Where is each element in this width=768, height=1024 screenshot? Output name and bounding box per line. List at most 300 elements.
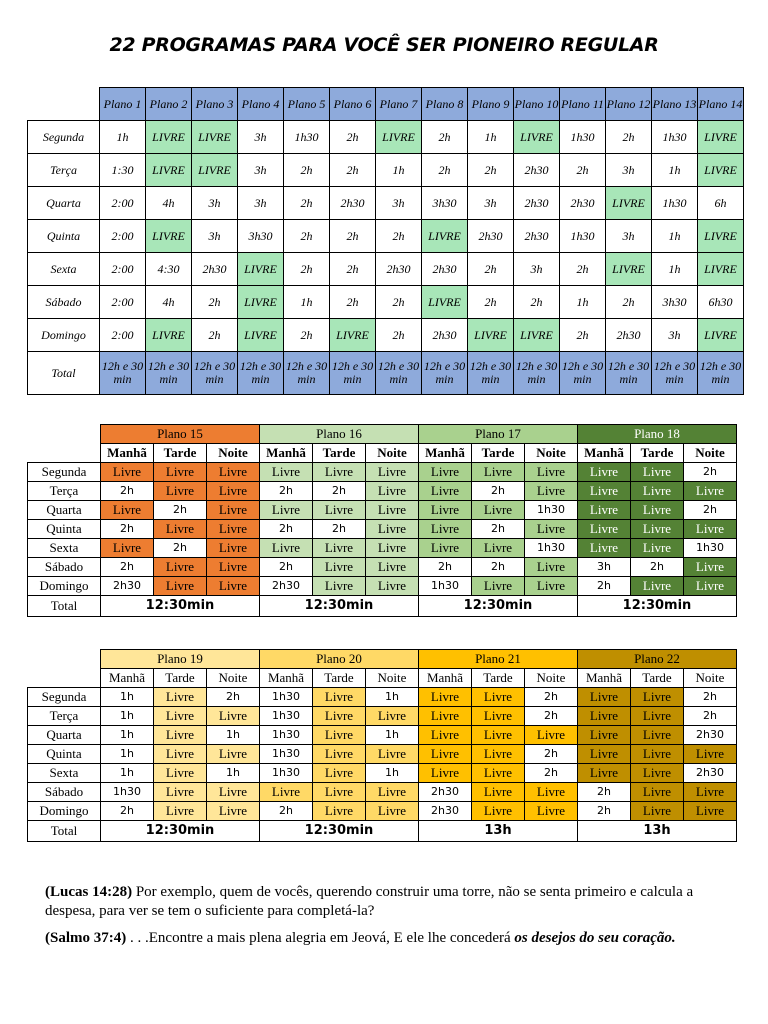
schedule-cell: Livre [154, 688, 207, 707]
schedule-cell: LIVRE [698, 220, 744, 253]
schedule-cell: 1h [101, 745, 154, 764]
schedule-cell: 2h30 [684, 726, 737, 745]
period-header: Manhã [260, 669, 313, 688]
schedule-cell: 3h [652, 319, 698, 352]
schedule-cell: 2h [525, 707, 578, 726]
schedule-cell: Livre [578, 688, 631, 707]
schedule-cell: 2:00 [100, 286, 146, 319]
plan-header: Plano 20 [260, 650, 419, 669]
schedule-cell: Livre [154, 482, 207, 501]
schedule-cell: 2h30 [560, 187, 606, 220]
schedule-cell: 2h [468, 286, 514, 319]
schedule-cell: 2h [260, 802, 313, 821]
day-label: Sexta [28, 764, 101, 783]
schedule-cell: 2h [101, 520, 154, 539]
total-cell: 12h e 30 min [468, 352, 514, 395]
schedule-cell: 3h [238, 121, 284, 154]
schedule-cell: Livre [684, 482, 737, 501]
corner-cell [28, 88, 100, 121]
schedule-cell: Livre [101, 463, 154, 482]
schedule-cell: 2h [578, 802, 631, 821]
schedule-cell: 2h [260, 520, 313, 539]
period-header: Noite [207, 669, 260, 688]
period-header: Noite [207, 444, 260, 463]
schedule-cell: Livre [154, 463, 207, 482]
period-header: Noite [684, 444, 737, 463]
period-header: Tarde [154, 669, 207, 688]
schedule-cell: 2:00 [100, 187, 146, 220]
total-cell: 12h e 30 min [192, 352, 238, 395]
schedule-cell: LIVRE [422, 220, 468, 253]
schedule-cell: Livre [631, 482, 684, 501]
schedule-cell: Livre [525, 577, 578, 596]
schedule-cell: 2h [578, 577, 631, 596]
schedule-cell: 2h [260, 482, 313, 501]
day-label: Segunda [28, 463, 101, 482]
quote-ref: (Lucas 14:28) [45, 884, 133, 900]
schedule-cell: 2h30 [260, 577, 313, 596]
schedule-cell: 2h [284, 319, 330, 352]
schedule-cell: Livre [154, 707, 207, 726]
schedule-cell: LIVRE [698, 319, 744, 352]
schedule-cell: Livre [578, 463, 631, 482]
schedule-cell: Livre [313, 501, 366, 520]
schedule-cell: 2h [330, 286, 376, 319]
total-cell: 12h e 30 min [146, 352, 192, 395]
schedule-cell: Livre [684, 745, 737, 764]
schedule-cell: Livre [366, 463, 419, 482]
schedule-cell: 1h30 [560, 220, 606, 253]
schedule-cell: 1h30 [260, 688, 313, 707]
schedule-cell: Livre [154, 520, 207, 539]
schedule-cell: 1h [652, 154, 698, 187]
schedule-cell: Livre [419, 707, 472, 726]
total-cell: 13h [578, 821, 737, 842]
schedule-cell: Livre [419, 539, 472, 558]
schedule-cell: Livre [207, 707, 260, 726]
day-label: Terça [28, 707, 101, 726]
total-cell: 12h e 30 min [606, 352, 652, 395]
schedule-cell: Livre [525, 558, 578, 577]
table-row [28, 253, 744, 286]
plan-header: Plano 13 [652, 88, 698, 121]
table-row [28, 501, 737, 520]
schedule-cell: Livre [154, 577, 207, 596]
plan-header: Plano 7 [376, 88, 422, 121]
schedule-cell: Livre [419, 501, 472, 520]
schedule-cell: 1h [366, 726, 419, 745]
schedule-cell: 2h [578, 783, 631, 802]
schedule-cell: Livre [154, 558, 207, 577]
table-row [28, 707, 737, 726]
schedule-cell: 1h [284, 286, 330, 319]
schedule-cell: Livre [207, 482, 260, 501]
schedule-cell: 6h30 [698, 286, 744, 319]
schedule-cell: 2h [101, 802, 154, 821]
schedule-cell: Livre [366, 539, 419, 558]
schedule-cell: Livre [525, 802, 578, 821]
schedule-cell: 2h [472, 520, 525, 539]
schedule-cell: 2h [684, 688, 737, 707]
plan-header: Plano 14 [698, 88, 744, 121]
schedule-cell: 2h30 [468, 220, 514, 253]
schedule-cell: LIVRE [606, 187, 652, 220]
schedule-cell: 2h [631, 558, 684, 577]
schedule-cell: 2:00 [100, 253, 146, 286]
total-cell: 13h [419, 821, 578, 842]
schedule-cell: 1h30 [525, 539, 578, 558]
total-label: Total [28, 596, 101, 617]
period-header: Tarde [313, 444, 366, 463]
schedule-cell: 2h [525, 688, 578, 707]
schedule-cell: Livre [631, 501, 684, 520]
plan-header: Plano 8 [422, 88, 468, 121]
schedule-cell: Livre [366, 520, 419, 539]
table-row [28, 187, 744, 220]
table-row [28, 286, 744, 319]
schedule-cell: Livre [525, 482, 578, 501]
schedule-cell: 1h [366, 688, 419, 707]
schedule-cell: 2h [260, 558, 313, 577]
schedule-cell: 2h [330, 253, 376, 286]
schedule-cell: 2h [422, 121, 468, 154]
schedule-cell: 2h30 [419, 802, 472, 821]
schedule-cell: 1h [101, 707, 154, 726]
schedule-cell: Livre [631, 745, 684, 764]
schedule-cell: 2h30 [101, 577, 154, 596]
schedule-cell: Livre [207, 783, 260, 802]
schedule-cell: 1h30 [101, 783, 154, 802]
schedule-cell: Livre [684, 577, 737, 596]
schedule-cell: Livre [419, 482, 472, 501]
period-header: Manhã [101, 444, 154, 463]
day-label: Quarta [28, 726, 101, 745]
quote-ref: (Salmo 37:4) [45, 930, 127, 946]
period-header: Tarde [154, 444, 207, 463]
plan-header: Plano 3 [192, 88, 238, 121]
schedule-cell: 2h [330, 154, 376, 187]
schedule-cell: Livre [631, 707, 684, 726]
schedule-cell: 2h [472, 482, 525, 501]
schedule-cell: 3h [606, 220, 652, 253]
schedule-cell: 2h30 [606, 319, 652, 352]
schedule-cell: 4:30 [146, 253, 192, 286]
schedule-cell: Livre [684, 558, 737, 577]
schedule-cell: 3h [192, 220, 238, 253]
schedule-cell: Livre [154, 764, 207, 783]
schedule-cell: 2h [101, 558, 154, 577]
schedule-cell: 2:00 [100, 220, 146, 253]
plan-header: Plano 19 [101, 650, 260, 669]
schedule-cell: Livre [472, 539, 525, 558]
table-row [28, 121, 744, 154]
plan-header: Plano 6 [330, 88, 376, 121]
schedule-cell: 2h [313, 482, 366, 501]
schedule-cell: Livre [631, 539, 684, 558]
schedule-cell: 1h30 [684, 539, 737, 558]
quote-lucas [45, 883, 735, 921]
schedule-cell: 2h [419, 558, 472, 577]
schedule-cell: Livre [419, 764, 472, 783]
schedule-cell: 1h [101, 764, 154, 783]
schedule-cell: 2h [606, 121, 652, 154]
day-label: Quinta [28, 220, 100, 253]
schedule-cell: 6h [698, 187, 744, 220]
schedule-cell: Livre [366, 783, 419, 802]
schedule-cell: Livre [154, 726, 207, 745]
schedule-cell: Livre [631, 577, 684, 596]
schedule-cell: 1h30 [260, 764, 313, 783]
schedule-cell: 2h [684, 707, 737, 726]
schedule-cell: Livre [313, 764, 366, 783]
total-cell: 12h e 30 min [422, 352, 468, 395]
schedule-cell: Livre [313, 802, 366, 821]
total-label: Total [28, 821, 101, 842]
day-label: Quarta [28, 187, 100, 220]
period-header: Noite [525, 669, 578, 688]
day-label: Sábado [28, 286, 100, 319]
schedule-cell: Livre [313, 707, 366, 726]
schedule-cell: 1h [366, 764, 419, 783]
quote-salmo [45, 929, 735, 948]
schedule-cell: 2h30 [330, 187, 376, 220]
day-label: Sexta [28, 253, 100, 286]
schedule-cell: 1h30 [260, 726, 313, 745]
schedule-cell: 1h30 [652, 187, 698, 220]
schedule-cell: 2h [284, 187, 330, 220]
schedule-cell: 1h30 [525, 501, 578, 520]
day-label: Sexta [28, 539, 101, 558]
schedule-cell: 3h [606, 154, 652, 187]
schedule-cell: LIVRE [606, 253, 652, 286]
schedule-cell: LIVRE [330, 319, 376, 352]
period-header: Tarde [631, 669, 684, 688]
schedule-cell: 1h [101, 688, 154, 707]
schedule-cell: 1h30 [419, 577, 472, 596]
schedule-cell: 1h [560, 286, 606, 319]
period-header: Tarde [472, 669, 525, 688]
schedule-cell: Livre [366, 558, 419, 577]
plan-header: Plano 11 [560, 88, 606, 121]
schedule-cell: 3h [578, 558, 631, 577]
plan-header: Plano 4 [238, 88, 284, 121]
schedule-cell: 2h [560, 319, 606, 352]
period-header: Noite [525, 444, 578, 463]
schedule-cell: LIVRE [146, 154, 192, 187]
total-row [28, 596, 737, 617]
table-row [28, 220, 744, 253]
schedule-cell: 2h30 [514, 220, 560, 253]
period-header: Tarde [631, 444, 684, 463]
schedule-cell: Livre [525, 520, 578, 539]
schedule-cell: Livre [578, 539, 631, 558]
schedule-cell: Livre [578, 482, 631, 501]
corner-cell [28, 650, 101, 669]
plan-header: Plano 18 [578, 425, 737, 444]
schedule-cell: Livre [631, 783, 684, 802]
schedule-cell: Livre [207, 501, 260, 520]
schedule-cell: 2h [472, 558, 525, 577]
period-header-row [28, 444, 737, 463]
schedule-cell: Livre [525, 783, 578, 802]
period-header: Noite [684, 669, 737, 688]
schedule-cell: LIVRE [468, 319, 514, 352]
total-cell: 12h e 30 min [330, 352, 376, 395]
schedule-cell: Livre [525, 463, 578, 482]
schedule-cell: Livre [472, 745, 525, 764]
schedule-cell: Livre [578, 726, 631, 745]
schedule-cell: Livre [207, 558, 260, 577]
schedule-cell: Livre [207, 520, 260, 539]
schedule-cell: 3h30 [238, 220, 284, 253]
schedule-cell: Livre [313, 688, 366, 707]
schedule-cell: Livre [631, 764, 684, 783]
schedule-cell: 1h [101, 726, 154, 745]
schedule-cell: Livre [366, 577, 419, 596]
period-header: Tarde [472, 444, 525, 463]
schedule-cell: Livre [472, 577, 525, 596]
schedule-cell: Livre [631, 802, 684, 821]
schedule-cell: LIVRE [238, 253, 284, 286]
schedule-cell: Livre [366, 745, 419, 764]
day-label: Sábado [28, 558, 101, 577]
schedule-cell: LIVRE [146, 121, 192, 154]
schedule-cell: Livre [154, 802, 207, 821]
schedule-cell: Livre [419, 463, 472, 482]
period-header: Noite [366, 444, 419, 463]
table-row [28, 577, 737, 596]
schedule-cell: Livre [578, 520, 631, 539]
total-cell: 12h e 30 min [652, 352, 698, 395]
table-row [28, 726, 737, 745]
schedule-cell: Livre [578, 745, 631, 764]
header-row [28, 88, 744, 121]
schedule-cell: 2h [606, 286, 652, 319]
schedule-cell: Livre [207, 802, 260, 821]
schedule-cell: LIVRE [698, 154, 744, 187]
schedule-cell: Livre [260, 783, 313, 802]
schedule-cell: 2h [468, 154, 514, 187]
table-row [28, 802, 737, 821]
schedule-cell: Livre [207, 539, 260, 558]
day-label: Domingo [28, 319, 100, 352]
schedule-cell: 1:30 [100, 154, 146, 187]
schedule-cell: Livre [313, 726, 366, 745]
schedule-cell: 1h30 [560, 121, 606, 154]
schedule-cell: 1h30 [260, 707, 313, 726]
schedule-cell: Livre [684, 783, 737, 802]
schedule-cell: 2h [376, 319, 422, 352]
day-label: Quinta [28, 745, 101, 764]
table-row [28, 520, 737, 539]
table-row [28, 745, 737, 764]
plan-header: Plano 22 [578, 650, 737, 669]
period-header: Noite [366, 669, 419, 688]
schedule-cell: 2h [284, 220, 330, 253]
table-row [28, 319, 744, 352]
schedule-cell: 1h30 [652, 121, 698, 154]
schedule-cell: 2h30 [192, 253, 238, 286]
quote-text: Por exemplo, quem de vocês, querendo construir uma torre, não se senta primeiro e calcula a despesa, para ver se tem o suficiente para completá-la? [45, 884, 694, 919]
schedule-cell: 2h [684, 501, 737, 520]
period-header: Manhã [578, 669, 631, 688]
total-cell: 12h e 30 min [560, 352, 606, 395]
schedule-cell: Livre [578, 707, 631, 726]
schedule-cell: 2h [376, 220, 422, 253]
day-label: Quarta [28, 501, 101, 520]
day-label: Terça [28, 154, 100, 187]
schedule-cell: 2h [284, 253, 330, 286]
total-cell: 12:30min [578, 596, 737, 617]
schedule-cell: Livre [419, 745, 472, 764]
schedule-cell: Livre [154, 745, 207, 764]
schedule-cell: 2h [560, 253, 606, 286]
schedule-cell: Livre [154, 783, 207, 802]
total-cell: 12:30min [101, 596, 260, 617]
table-row [28, 539, 737, 558]
schedule-cell: Livre [313, 539, 366, 558]
schedule-cell: 2h30 [422, 253, 468, 286]
schedule-cell: Livre [472, 726, 525, 745]
schedule-cell: Livre [366, 707, 419, 726]
schedule-cell: Livre [525, 726, 578, 745]
quote-emphasis: os desejos do seu coração. [514, 930, 676, 946]
schedule-cell: 2h [376, 286, 422, 319]
day-label: Terça [28, 482, 101, 501]
total-cell: 12:30min [260, 821, 419, 842]
schedule-cell: 2h [468, 253, 514, 286]
schedule-cell: Livre [260, 463, 313, 482]
schedule-cell: 2h [284, 154, 330, 187]
plans-15-18-table [27, 424, 737, 617]
schedule-cell: 3h [376, 187, 422, 220]
plan-header: Plano 2 [146, 88, 192, 121]
plan-header: Plano 21 [419, 650, 578, 669]
schedule-cell: Livre [207, 463, 260, 482]
schedule-cell: 3h30 [422, 187, 468, 220]
day-label: Sábado [28, 783, 101, 802]
schedule-cell: 2h [514, 286, 560, 319]
schedule-cell: 1h [207, 764, 260, 783]
schedule-cell: 2h [192, 286, 238, 319]
schedule-cell: 3h [468, 187, 514, 220]
schedule-cell: 1h30 [260, 745, 313, 764]
schedule-cell: 2h30 [514, 187, 560, 220]
schedule-cell: Livre [684, 802, 737, 821]
schedule-cell: 4h [146, 187, 192, 220]
corner-cell [28, 444, 101, 463]
plan-header: Plano 9 [468, 88, 514, 121]
total-cell: 12h e 30 min [698, 352, 744, 395]
period-header: Manhã [419, 669, 472, 688]
table-row [28, 688, 737, 707]
schedule-cell: 3h [514, 253, 560, 286]
schedule-cell: LIVRE [376, 121, 422, 154]
schedule-cell: Livre [472, 764, 525, 783]
schedule-cell: 2h [192, 319, 238, 352]
schedule-cell: 2h30 [422, 319, 468, 352]
schedule-cell: 2h30 [684, 764, 737, 783]
total-cell: 12h e 30 min [100, 352, 146, 395]
period-header: Manhã [578, 444, 631, 463]
page-title: 22 PROGRAMAS PARA VOCÊ SER PIONEIRO REGULAR [109, 34, 659, 56]
schedule-cell: 2h [101, 482, 154, 501]
schedule-cell: Livre [260, 539, 313, 558]
table-row [28, 764, 737, 783]
total-cell: 12:30min [260, 596, 419, 617]
schedule-cell: Livre [578, 764, 631, 783]
day-label: Domingo [28, 802, 101, 821]
